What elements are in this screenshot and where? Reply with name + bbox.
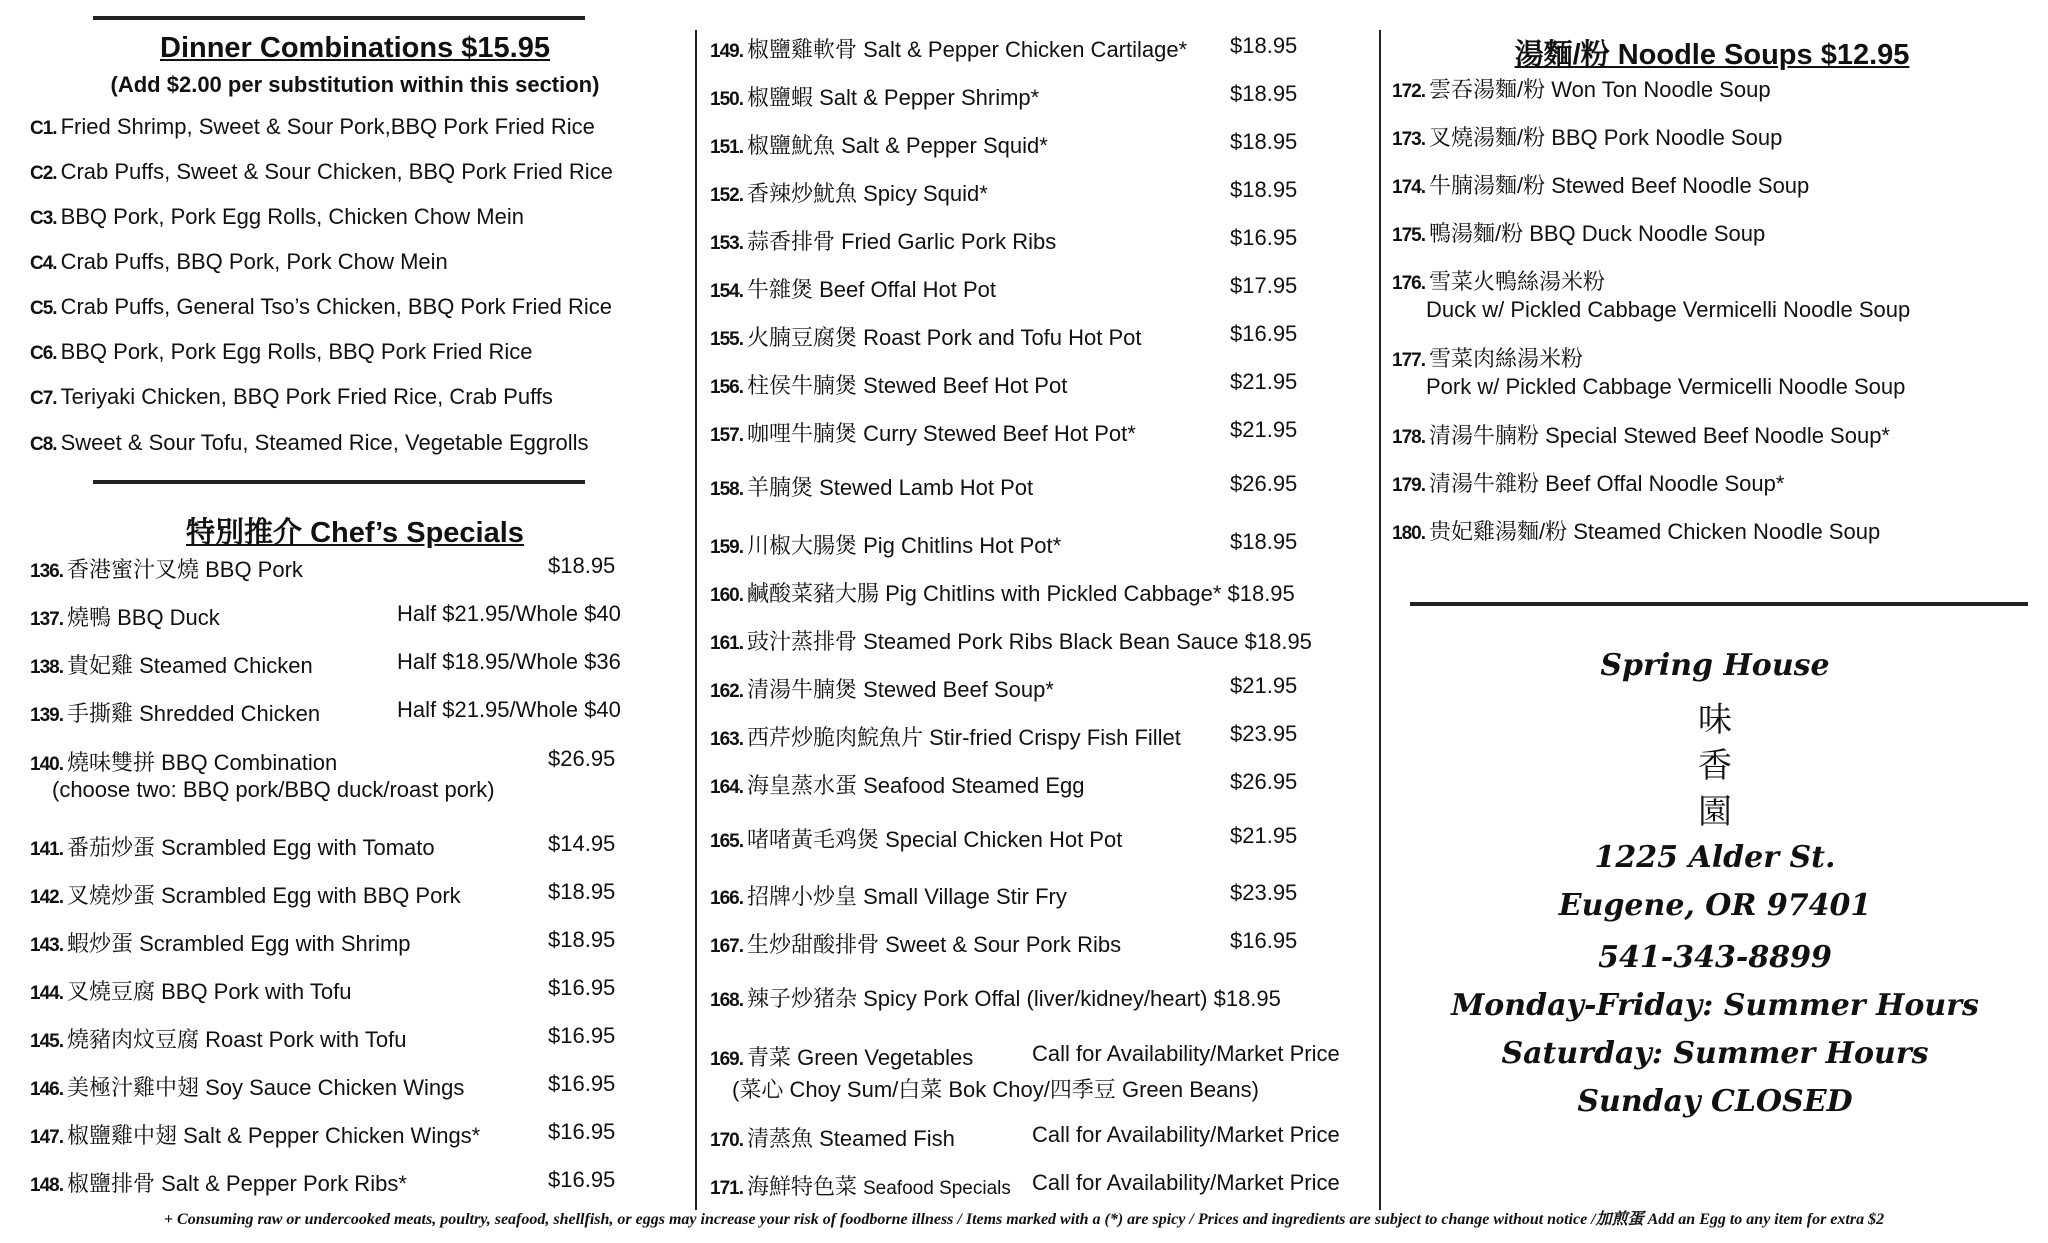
dinner-item-number: C1. <box>30 118 57 139</box>
noodle-item-number: 176. <box>1392 273 1425 294</box>
dinner-item-number: C5. <box>30 298 57 319</box>
chef-item <box>30 879 461 910</box>
dinner-item-number: C3. <box>30 208 57 229</box>
mid-item-name: 柱侯牛腩煲 Stewed Beef Hot Pot <box>746 373 1068 398</box>
noodle-item-name: 清湯牛腩粉 Special Stewed Beef Noodle Soup* <box>1428 423 1890 448</box>
phone-number: 541-343-8899 <box>1598 940 1832 975</box>
dinner-item-number: C6. <box>30 343 57 364</box>
chef-item <box>30 1167 407 1198</box>
chef-item-number: 147. <box>30 1127 63 1148</box>
mid-item-name: 海皇蒸水蛋 Seafood Steamed Egg <box>746 773 1085 798</box>
chef-item-name: 番茄炒蛋 Scrambled Egg with Tomato <box>66 835 435 860</box>
chef-item-price: $14.95 <box>548 831 616 856</box>
mid-item <box>710 369 1067 400</box>
mid-item-number: 164. <box>710 777 743 798</box>
noodle-item-number: 172. <box>1392 81 1425 102</box>
mid-item-name: 牛雜煲 Beef Offal Hot Pot <box>746 277 997 302</box>
mid-item <box>710 823 1122 854</box>
mid-item <box>710 129 1048 160</box>
dinner-item <box>30 339 533 365</box>
mid-item <box>710 417 1136 448</box>
mid-item-number: 165. <box>710 831 743 852</box>
chef-item-price: $18.95 <box>548 879 616 904</box>
mid-item-number: 149. <box>710 41 743 62</box>
chinese-name-char-1: 味 <box>1698 700 1732 740</box>
chef-item <box>30 1071 464 1102</box>
noodle-item <box>1392 73 1771 104</box>
mid-item-price: $23.95 <box>1230 880 1298 905</box>
chef-item <box>30 746 337 777</box>
mid-item <box>710 81 1039 112</box>
column-divider-1 <box>695 30 697 1210</box>
mid-item-name: 椒鹽雞軟骨 Salt & Pepper Chicken Cartilage* <box>746 37 1188 62</box>
mid-item <box>710 225 1056 256</box>
chef-item-price: $16.95 <box>548 1023 616 1048</box>
chef-item-name: 蝦炒蛋 Scrambled Egg with Shrimp <box>66 931 411 956</box>
chef-item-number: 137. <box>30 609 63 630</box>
mid-rule-left <box>93 480 585 484</box>
mid-item-name: 香辣炒魷魚 Spicy Squid* <box>746 181 988 206</box>
mid-item <box>710 721 1181 752</box>
mid-item-number: 154. <box>710 281 743 302</box>
chef-item-price: $16.95 <box>548 1071 616 1096</box>
chef-title: 特別推介 Chef’s Specials <box>186 517 524 549</box>
chef-item-number: 142. <box>30 887 63 908</box>
mid-item-number: 152. <box>710 185 743 206</box>
dinner-item-number: C7. <box>30 388 57 409</box>
noodle-item <box>1392 342 1583 373</box>
column-divider-2 <box>1379 30 1381 1210</box>
mid-item <box>710 177 988 208</box>
mid-item-price: $21.95 <box>1230 823 1298 848</box>
noodle-item <box>1392 169 1809 200</box>
chef-item-name: 香港蜜汁叉燒 BBQ Pork <box>66 557 303 582</box>
mid-item-number: 160. <box>710 585 743 606</box>
chef-item-number: 146. <box>30 1079 63 1100</box>
noodle-item-name: 清湯牛雜粉 Beef Offal Noodle Soup* <box>1428 471 1785 496</box>
mid-item-price: Call for Availability/Market Price <box>1032 1041 1340 1066</box>
dinner-item-name: BBQ Pork, Pork Egg Rolls, BBQ Pork Fried Rice <box>60 339 533 364</box>
chef-item <box>30 927 411 958</box>
dinner-item-name: Crab Puffs, Sweet & Sour Chicken, BBQ Pork Fried Rice <box>60 159 613 184</box>
noodle-item-name: 牛腩湯麵/粉 Stewed Beef Noodle Soup <box>1428 173 1810 198</box>
mid-item-price: $17.95 <box>1230 273 1298 298</box>
chef-item <box>30 649 313 680</box>
noodle-item-name: 雪菜肉絲湯米粉 <box>1428 346 1583 371</box>
chef-item-number: 140. <box>30 754 63 775</box>
chef-item-number: 141. <box>30 839 63 860</box>
address-line-2: Eugene, OR 97401 <box>1558 888 1872 923</box>
chef-item-name: 椒鹽排骨 Salt & Pepper Pork Ribs* <box>66 1171 407 1196</box>
mid-item-number: 167. <box>710 936 743 957</box>
noodle-item-description: Duck w/ Pickled Cabbage Vermicelli Noodle Soup <box>1426 297 1911 322</box>
chef-item-price: $26.95 <box>548 746 616 771</box>
noodle-item-number: 174. <box>1392 177 1425 198</box>
dinner-title: Dinner Combinations $15.95 <box>160 32 550 64</box>
dinner-item-name: Crab Puffs, General Tso’s Chicken, BBQ Pork Fried Rice <box>60 294 613 319</box>
mid-item-number: 151. <box>710 137 743 158</box>
mid-item-price: $16.95 <box>1230 225 1298 250</box>
dinner-item <box>30 114 595 140</box>
mid-item-price: $16.95 <box>1230 321 1298 346</box>
mid-item <box>710 273 996 304</box>
mid-item-price: $26.95 <box>1230 769 1298 794</box>
chef-item-number: 136. <box>30 561 63 582</box>
mid-item <box>710 880 1067 911</box>
dinner-item-name: Crab Puffs, BBQ Pork, Pork Chow Mein <box>60 249 448 274</box>
noodle-title: 湯麵/粉 Noodle Soups $12.95 <box>1514 39 1910 71</box>
mid-item-name: 海鮮特色菜 <box>746 1174 857 1199</box>
chef-item-name: 貴妃雞 Steamed Chicken <box>66 653 313 678</box>
chef-item-name: 燒豬肉炆豆腐 Roast Pork with Tofu <box>66 1027 407 1052</box>
dinner-item-number: C2. <box>30 163 57 184</box>
mid-item-price: $21.95 <box>1230 369 1298 394</box>
mid-item <box>710 982 1281 1013</box>
mid-item <box>710 33 1187 64</box>
mid-item <box>710 1041 973 1072</box>
mid-item-name: 青菜 Green Vegetables <box>746 1045 974 1070</box>
mid-item <box>710 471 1033 502</box>
chef-item-name: 美極汁雞中翅 Soy Sauce Chicken Wings <box>66 1075 465 1100</box>
dinner-item-number: C4. <box>30 253 57 274</box>
mid-item-price: $18.95 <box>1230 81 1298 106</box>
chef-item-name: 叉燒豆腐 BBQ Pork with Tofu <box>66 979 352 1004</box>
mid-item-name: 啫啫黃毛鸡煲 Special Chicken Hot Pot <box>746 827 1123 852</box>
chef-item-name: 燒味雙拼 BBQ Combination <box>66 750 338 775</box>
noodle-item-number: 178. <box>1392 427 1425 448</box>
mid-item-name: 西芹炒脆肉鯇魚片 Stir-fried Crispy Fish Fillet <box>746 725 1181 750</box>
noodle-item-number: 179. <box>1392 475 1425 496</box>
mid-item-name: 生炒甜酸排骨 Sweet & Sour Pork Ribs <box>746 932 1122 957</box>
mid-item-number: 169. <box>710 1049 743 1070</box>
mid-item <box>710 769 1084 800</box>
chef-item-name: 手撕雞 Shredded Chicken <box>66 701 321 726</box>
mid-item-number: 162. <box>710 681 743 702</box>
mid-item <box>710 1122 955 1153</box>
noodle-item <box>1392 419 1890 450</box>
mid-item <box>710 321 1142 352</box>
dinner-item <box>30 384 553 410</box>
mid-item-name: 蒜香排骨 Fried Garlic Pork Ribs <box>746 229 1057 254</box>
chef-item-price: $16.95 <box>548 975 616 1000</box>
mid-item-price: Call for Availability/Market Price <box>1032 1122 1340 1147</box>
chinese-name-char-2: 香 <box>1698 746 1732 786</box>
mid-item-price: $23.95 <box>1230 721 1298 746</box>
restaurant-name: Spring House <box>1600 648 1830 683</box>
mid-item-price: $26.95 <box>1230 471 1298 496</box>
noodle-item-name: 叉燒湯麵/粉 BBQ Pork Noodle Soup <box>1428 125 1783 150</box>
noodle-item-description: Pork w/ Pickled Cabbage Vermicelli Noodle Soup <box>1426 374 1906 399</box>
dinner-item-name: BBQ Pork, Pork Egg Rolls, Chicken Chow Mein <box>60 204 524 229</box>
mid-item <box>710 625 1312 656</box>
mid-item-price: $21.95 <box>1230 417 1298 442</box>
mid-item-number: 153. <box>710 233 743 254</box>
noodle-item-name: 雲吞湯麵/粉 Won Ton Noodle Soup <box>1428 77 1771 102</box>
noodle-item <box>1392 515 1880 546</box>
mid-item-number: 163. <box>710 729 743 750</box>
footer-disclaimer: + Consuming raw or undercooked meats, poultry, seafood, shellfish, or eggs may increase your risk of foodborne illness / Items marked with a (*) are spicy / Prices and ingredients are subject to change without notice /加煎蛋 Add an Egg to any item for extra $2 <box>163 1211 1885 1228</box>
noodle-item-number: 175. <box>1392 225 1425 246</box>
chef-item <box>30 1023 406 1054</box>
mid-item-number: 158. <box>710 479 743 500</box>
mid-item-price: $16.95 <box>1230 928 1298 953</box>
chinese-name-char-3: 園 <box>1698 792 1732 832</box>
mid-item-name: 鹹酸菜豬大腸 Pig Chitlins with Pickled Cabbage* $18.95 <box>746 581 1295 606</box>
mid-item <box>710 529 1061 560</box>
mid-item-name: 椒鹽魷魚 Salt & Pepper Squid* <box>746 133 1048 158</box>
mid-item <box>710 673 1054 704</box>
dinner-item-name: Sweet & Sour Tofu, Steamed Rice, Vegetable Eggrolls <box>60 430 589 455</box>
noodle-item-number: 173. <box>1392 129 1425 150</box>
chef-item-price: Half $21.95/Whole $40 <box>397 601 621 626</box>
mid-item-name: 招牌小炒皇 Small Village Stir Fry <box>746 884 1067 909</box>
chef-item <box>30 975 351 1006</box>
hours-sunday: Sunday CLOSED <box>1577 1084 1853 1119</box>
noodle-item <box>1392 467 1784 498</box>
noodle-item <box>1392 265 1605 296</box>
noodle-item-name: 雪菜火鴨絲湯米粉 <box>1428 269 1605 294</box>
chef-item-price: $18.95 <box>548 553 616 578</box>
mid-item <box>710 577 1295 608</box>
chef-item-number: 139. <box>30 705 63 726</box>
mid-item-number: 170. <box>710 1130 743 1151</box>
dinner-item <box>30 430 588 456</box>
chef-item-description: (choose two: BBQ pork/BBQ duck/roast pork) <box>52 777 495 802</box>
mid-item-price: Call for Availability/Market Price <box>1032 1170 1340 1195</box>
chef-item <box>30 553 303 584</box>
top-rule-left <box>93 16 585 20</box>
mid-item-name: 川椒大腸煲 Pig Chitlins Hot Pot* <box>746 533 1062 558</box>
chef-item <box>30 601 220 632</box>
mid-item-number: 161. <box>710 633 743 654</box>
dinner-item <box>30 159 613 185</box>
mid-item-name: 火腩豆腐煲 Roast Pork and Tofu Hot Pot <box>746 325 1142 350</box>
mid-item-price: $18.95 <box>1230 33 1298 58</box>
mid-item-name: 清蒸魚 Steamed Fish <box>746 1126 955 1151</box>
mid-item-number: 155. <box>710 329 743 350</box>
hours-weekday: Monday-Friday: Summer Hours <box>1451 988 1979 1023</box>
chef-item-number: 148. <box>30 1175 63 1196</box>
mid-item-name: 清湯牛腩煲 Stewed Beef Soup* <box>746 677 1054 702</box>
noodle-item-name: 贵妃雞湯麵/粉 Steamed Chicken Noodle Soup <box>1428 519 1881 544</box>
mid-item-name: 辣子炒猪杂 Spicy Pork Offal (liver/kidney/heart) $18.95 <box>746 986 1281 1011</box>
dinner-subtitle: (Add $2.00 per substitution within this section) <box>110 72 600 97</box>
hours-saturday: Saturday: Summer Hours <box>1501 1036 1929 1071</box>
chef-item-name: 椒鹽雞中翅 Salt & Pepper Chicken Wings* <box>66 1123 481 1148</box>
mid-item <box>710 928 1121 959</box>
address-line-1: 1225 Alder St. <box>1594 840 1836 875</box>
chef-item-name: 叉燒炒蛋 Scrambled Egg with BBQ Pork <box>66 883 461 908</box>
dinner-item <box>30 294 612 320</box>
mid-item-description: (菜心 Choy Sum/白菜 Bok Choy/四季豆 Green Beans) <box>732 1077 1259 1102</box>
noodle-item-number: 177. <box>1392 350 1425 371</box>
noodle-item <box>1392 217 1765 248</box>
chef-item <box>30 831 435 862</box>
mid-item-small-label: Seafood Specials <box>863 1178 1011 1199</box>
chef-item-name: 燒鴨 BBQ Duck <box>66 605 220 630</box>
dinner-item-name: Teriyaki Chicken, BBQ Pork Fried Rice, Crab Puffs <box>60 384 553 409</box>
chef-item-number: 144. <box>30 983 63 1004</box>
mid-item-number: 166. <box>710 888 743 909</box>
chef-item-price: $16.95 <box>548 1119 616 1144</box>
dinner-item-name: Fried Shrimp, Sweet & Sour Pork,BBQ Pork Fried Rice <box>60 114 595 139</box>
mid-item-name: 咖哩牛腩煲 Curry Stewed Beef Hot Pot* <box>746 421 1136 446</box>
mid-item-name: 羊腩煲 Stewed Lamb Hot Pot <box>746 475 1034 500</box>
chef-item <box>30 1119 480 1150</box>
mid-item-price: $18.95 <box>1230 129 1298 154</box>
mid-item-name: 豉汁蒸排骨 Steamed Pork Ribs Black Bean Sauce $18.95 <box>746 629 1312 654</box>
dinner-item-number: C8. <box>30 434 57 455</box>
mid-item-price: $21.95 <box>1230 673 1298 698</box>
noodle-item <box>1392 121 1782 152</box>
chef-item-price: $18.95 <box>548 927 616 952</box>
mid-item-price: $18.95 <box>1230 177 1298 202</box>
noodle-item-number: 180. <box>1392 523 1425 544</box>
right-rule <box>1410 602 2028 606</box>
mid-item-number: 168. <box>710 990 743 1011</box>
chef-item-price: Half $21.95/Whole $40 <box>397 697 621 722</box>
noodle-item-name: 鴨湯麵/粉 BBQ Duck Noodle Soup <box>1428 221 1766 246</box>
mid-item-number: 171. <box>710 1178 743 1199</box>
mid-item-price: $18.95 <box>1230 529 1298 554</box>
mid-item-number: 150. <box>710 89 743 110</box>
dinner-item <box>30 249 448 275</box>
chef-item-number: 138. <box>30 657 63 678</box>
chef-item-number: 145. <box>30 1031 63 1052</box>
chef-item-price: Half $18.95/Whole $36 <box>397 649 621 674</box>
chef-item <box>30 697 320 728</box>
mid-item-number: 156. <box>710 377 743 398</box>
chef-item-number: 143. <box>30 935 63 956</box>
mid-item <box>710 1170 1011 1201</box>
chef-item-price: $16.95 <box>548 1167 616 1192</box>
dinner-item <box>30 204 524 230</box>
mid-item-name: 椒鹽蝦 Salt & Pepper Shrimp* <box>746 85 1040 110</box>
mid-item-number: 157. <box>710 425 743 446</box>
mid-item-number: 159. <box>710 537 743 558</box>
